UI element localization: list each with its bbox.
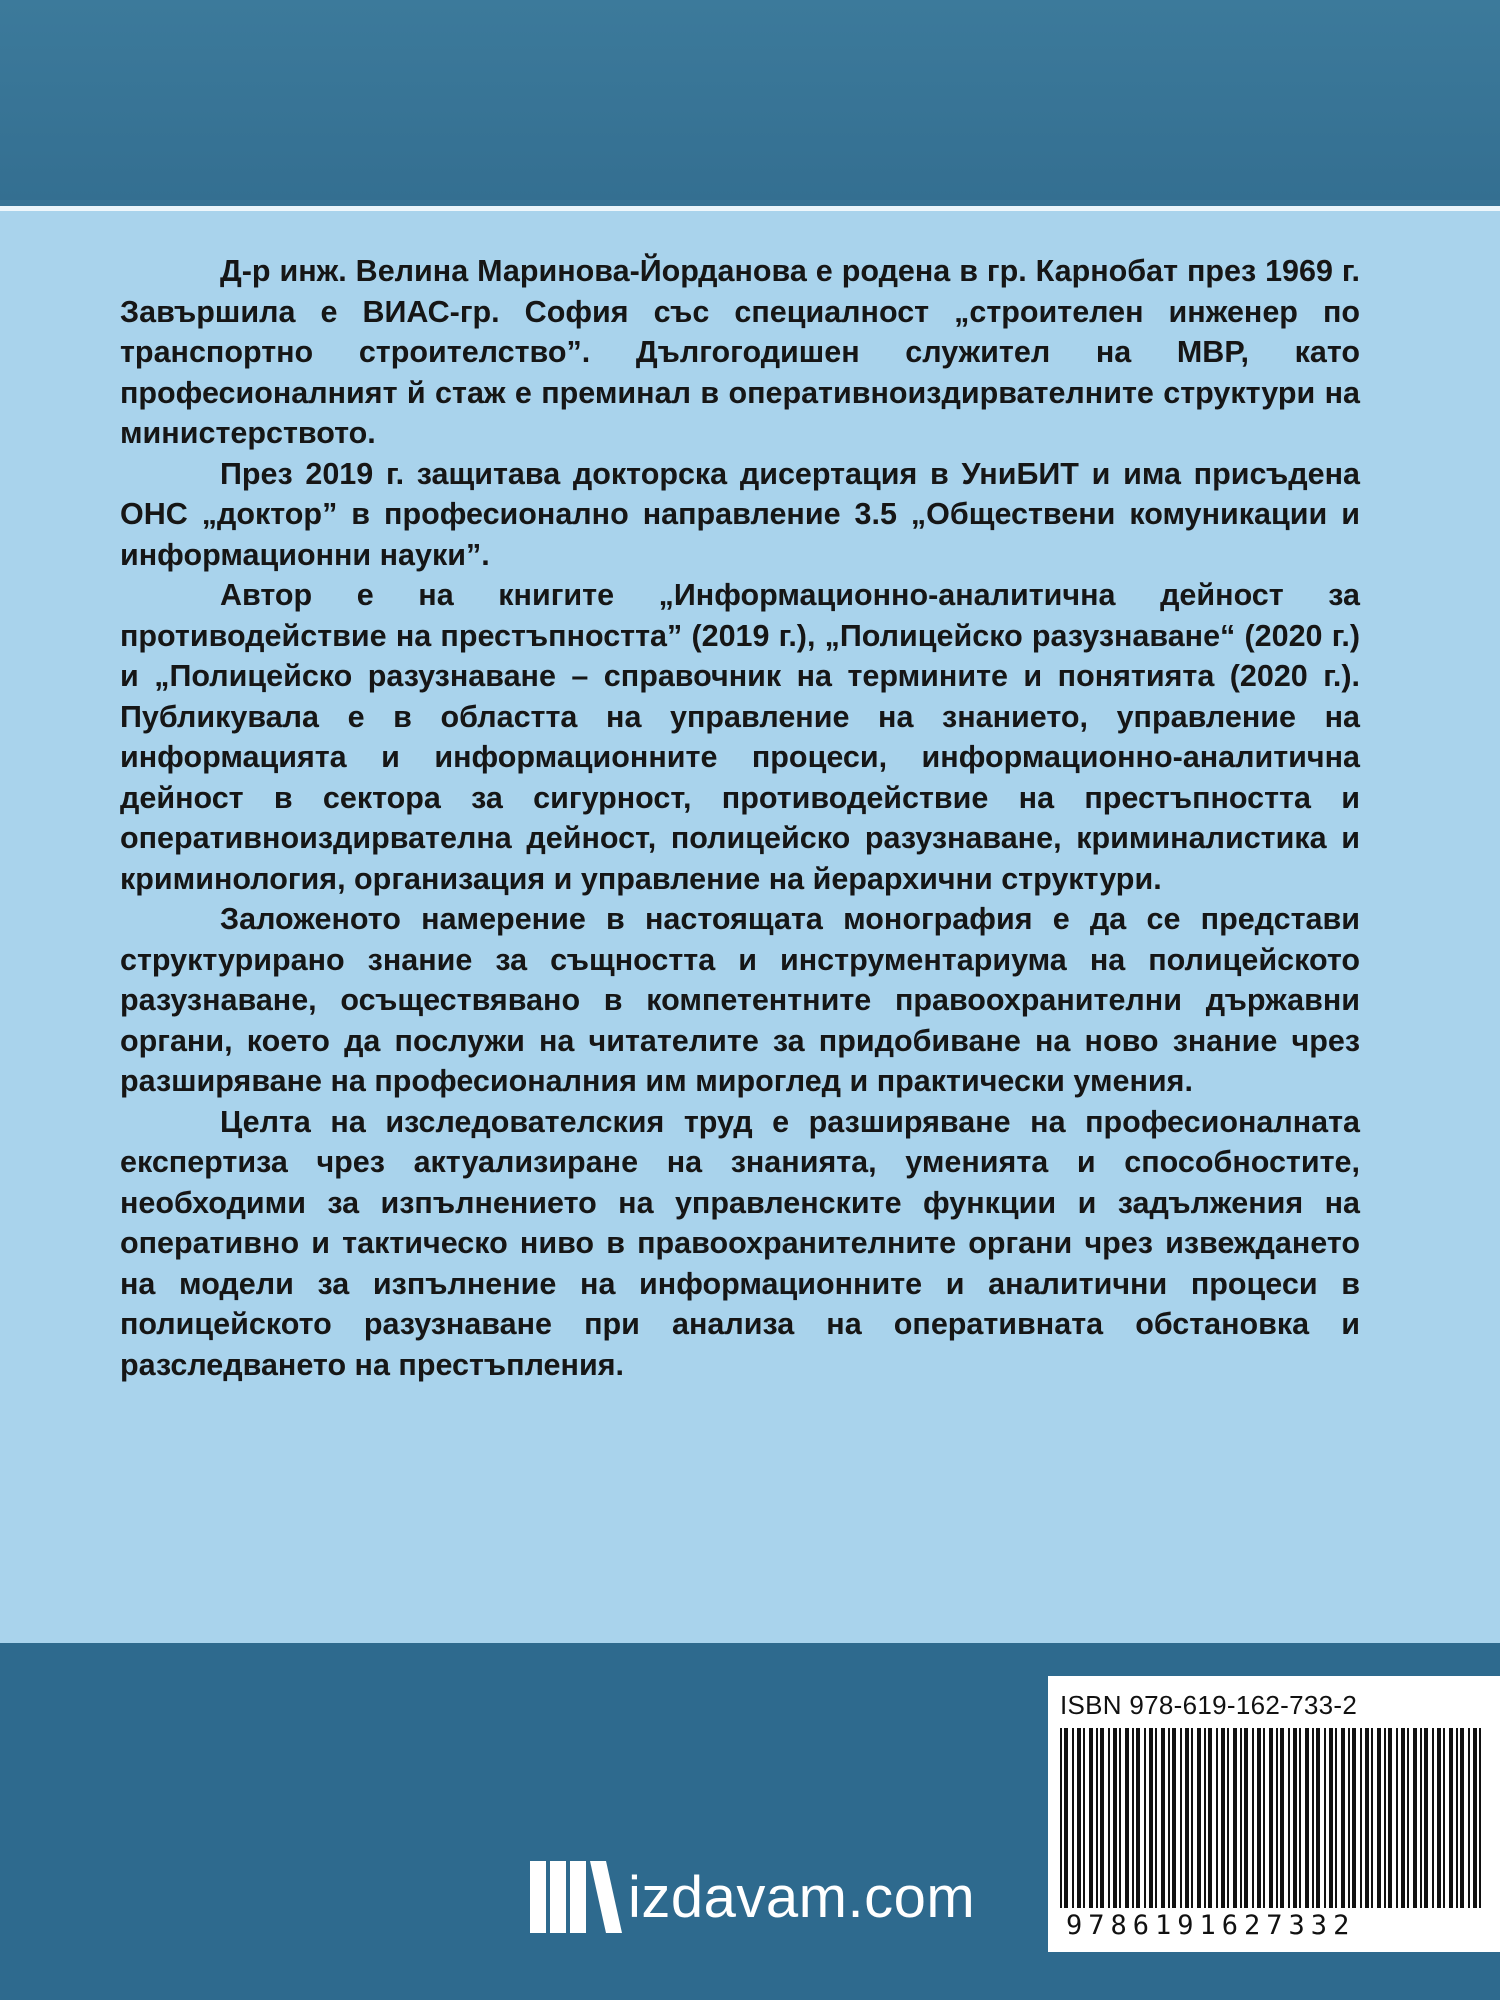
barcode-bar bbox=[1299, 1728, 1301, 1908]
barcode-bar bbox=[1388, 1728, 1392, 1908]
barcode-bar bbox=[1329, 1728, 1333, 1908]
barcode-bar bbox=[1420, 1728, 1422, 1908]
barcode-bar bbox=[1155, 1728, 1157, 1908]
barcode-bar bbox=[1144, 1728, 1146, 1908]
barcode-bar bbox=[1119, 1728, 1121, 1908]
bottom-band bbox=[0, 1643, 1500, 2000]
barcode-bar bbox=[1479, 1728, 1481, 1908]
paragraph-dissertation: През 2019 г. защитава докторска дисертация в УниБИТ и има присъдена ОНС „доктор” в професионално направление 3.5 „Обществени комуникации и информационни науки”. bbox=[120, 456, 1360, 572]
barcode-bar bbox=[1348, 1728, 1350, 1908]
barcode-bar bbox=[1460, 1728, 1464, 1908]
barcode-bar bbox=[1149, 1728, 1153, 1908]
publisher-logo bbox=[530, 1853, 975, 1933]
barcode-bar bbox=[1132, 1728, 1134, 1908]
barcode-bar bbox=[1473, 1728, 1477, 1908]
barcode-bar bbox=[1443, 1728, 1445, 1908]
text-panel bbox=[0, 206, 1500, 1648]
barcode-bar bbox=[1371, 1728, 1373, 1908]
barcode-bar bbox=[1125, 1728, 1129, 1908]
barcode-bar bbox=[1064, 1728, 1068, 1908]
barcode-bar bbox=[1424, 1728, 1428, 1908]
paragraph-goal: Целта на изследователския труд е разширяване на професионалната експертиза чрез актуализиране на знанията, уменията и способностите, необходими за изпълнението на управленските функции и задължения на оперативно и тактическо ниво в правоохранителните органи чрез извеждането на модели за изпълнение на информационните и аналитични процеси в полицейското разузнаване при анализа на оперативната обстановка и разследването на престъпления. bbox=[120, 1104, 1360, 1382]
barcode-bar bbox=[1161, 1728, 1165, 1908]
barcode-bar bbox=[1437, 1728, 1441, 1908]
barcode-bar bbox=[1077, 1728, 1081, 1908]
top-band bbox=[0, 0, 1500, 200]
barcode-bar bbox=[1180, 1728, 1182, 1908]
barcode-bar bbox=[1293, 1728, 1297, 1908]
barcode-bar bbox=[1221, 1728, 1225, 1908]
barcode-bar bbox=[1407, 1728, 1409, 1908]
paragraph-publications: Автор е на книгите „Информационно-аналитична дейност за противодействие на престъпността” (2019 г.), „Полицейско разузнаване“ (2020 г.) и „Полицейско разузнаване – справочник на термините и понятията (2020 г.). Публикувала е в областта на управление на знанието, управление на информацията и информационните процеси, информационно-аналитична дейност в сектора за сигурност, противодействие на престъпността и оперативноиздирвателна дейност, полицейско разузнаване, криминалистика и криминология, организация и управление на йерархични структури. bbox=[120, 578, 1360, 896]
barcode-bar bbox=[1456, 1728, 1458, 1908]
barcode-bar bbox=[1432, 1728, 1434, 1908]
barcode-bar bbox=[1204, 1728, 1206, 1908]
barcode-bar bbox=[1185, 1728, 1189, 1908]
barcode-bar bbox=[1113, 1728, 1117, 1908]
barcode-bar bbox=[1280, 1728, 1284, 1908]
barcode-bar bbox=[1377, 1728, 1381, 1908]
barcode-bar bbox=[1208, 1728, 1212, 1908]
barcode-bar bbox=[1172, 1728, 1176, 1908]
barcode-bar bbox=[1072, 1728, 1074, 1908]
barcode-bar bbox=[1216, 1728, 1218, 1908]
barcode-bar bbox=[1083, 1728, 1085, 1908]
barcode-bar bbox=[1108, 1728, 1110, 1908]
barcode-bar bbox=[1276, 1728, 1278, 1908]
isbn-text: ISBN 978-619-162-733-2 bbox=[1060, 1690, 1358, 1720]
barcode-bar bbox=[1089, 1728, 1093, 1908]
barcode-bar bbox=[1096, 1728, 1098, 1908]
barcode-bar bbox=[1197, 1728, 1201, 1908]
barcode-label bbox=[1048, 1676, 1500, 1952]
barcode-bar bbox=[1324, 1728, 1326, 1908]
barcode-bar bbox=[1396, 1728, 1398, 1908]
barcode-bar bbox=[1240, 1728, 1242, 1908]
barcode-bar bbox=[1335, 1728, 1337, 1908]
barcode-bar bbox=[1263, 1728, 1265, 1908]
barcode-bars bbox=[1060, 1728, 1488, 1908]
barcode-bar bbox=[1136, 1728, 1140, 1908]
paragraph-intent: Заложеното намерение в настоящата монография е да се представи структурирано знание за същността и инструментариума на полицейското разузнаване, осъществявано в компетентните правоохранителни държавни органи, което да послужи на читателите за придобиване на ново знание чрез разширяване на професионалния им мироглед и практически умения. bbox=[120, 902, 1360, 1098]
barcode-digits: 9786191627332 bbox=[1066, 1910, 1356, 1941]
biography-text bbox=[120, 251, 1360, 1385]
barcode-bar bbox=[1227, 1728, 1229, 1908]
barcode-bar bbox=[1168, 1728, 1170, 1908]
barcode-bar bbox=[1060, 1728, 1062, 1908]
barcode-bar bbox=[1252, 1728, 1254, 1908]
barcode-bar bbox=[1401, 1728, 1405, 1908]
barcode-bar bbox=[1468, 1728, 1470, 1908]
barcode-bar bbox=[1449, 1728, 1453, 1908]
barcode-bar bbox=[1288, 1728, 1290, 1908]
barcode-bar bbox=[1316, 1728, 1320, 1908]
barcode-bar bbox=[1233, 1728, 1237, 1908]
barcode-bar bbox=[1269, 1728, 1273, 1908]
barcode-bar bbox=[1360, 1728, 1362, 1908]
barcode-bar bbox=[1244, 1728, 1248, 1908]
barcode-bar bbox=[1100, 1728, 1104, 1908]
paragraph-author-intro: Д-р инж. Велина Маринова-Йорданова е родена в гр. Карнобат през 1969 г. Завършила е ВИАС-гр. София със специалност „строителен инженер по транспортно строителство”. Дългогодишен служител на МВР, като професионалният й стаж е преминал в оперативноиздирвателните структури на министерството. bbox=[120, 254, 1360, 450]
barcode-bar bbox=[1312, 1728, 1314, 1908]
barcode-bar bbox=[1305, 1728, 1309, 1908]
barcode-bar bbox=[1413, 1728, 1417, 1908]
books-logo-icon bbox=[530, 1861, 622, 1933]
barcode-bar bbox=[1365, 1728, 1369, 1908]
publisher-name: izdavam.com bbox=[628, 1865, 976, 1930]
barcode-bar bbox=[1191, 1728, 1193, 1908]
barcode-bar bbox=[1352, 1728, 1356, 1908]
barcode-bar bbox=[1384, 1728, 1386, 1908]
barcode-bar bbox=[1257, 1728, 1261, 1908]
barcode-bar bbox=[1341, 1728, 1345, 1908]
